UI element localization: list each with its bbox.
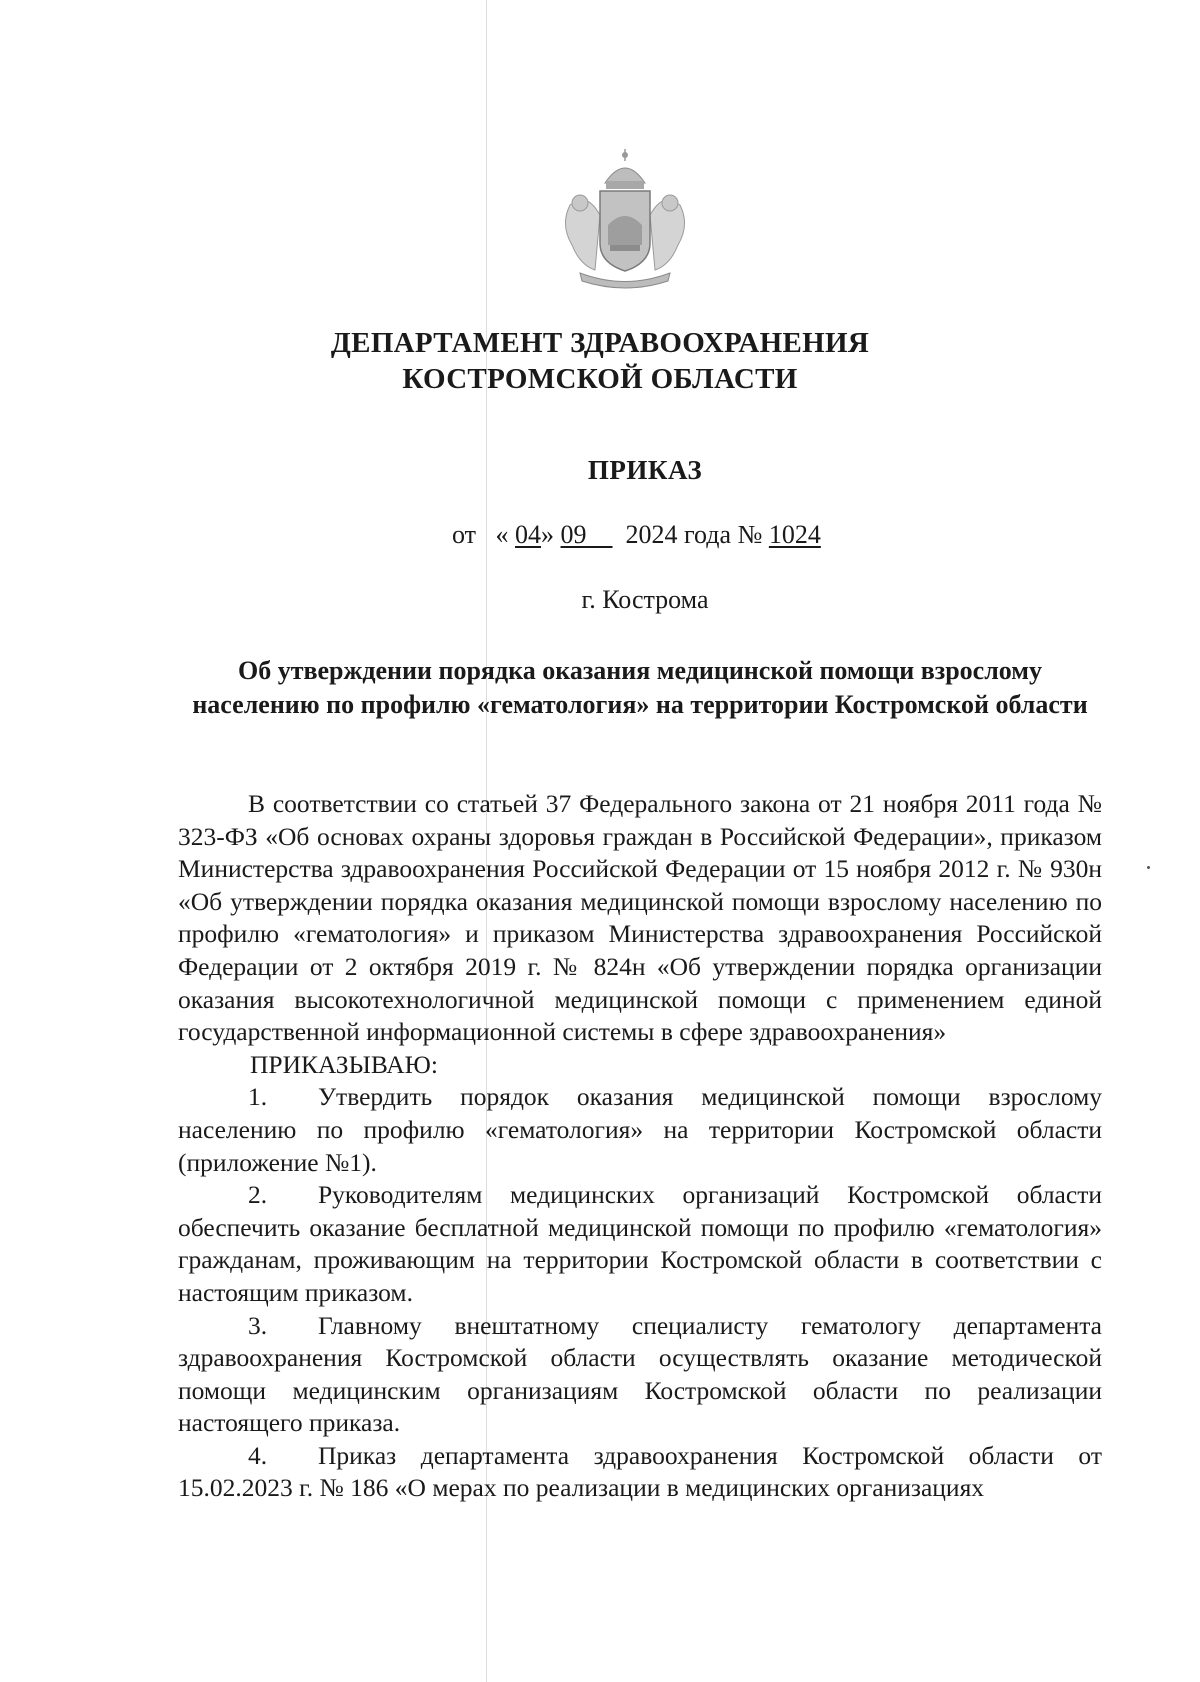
item-text: Утвердить порядок оказания медицинской помощи взрослому населению по профилю «гематология» на территории Костромской области (приложение №1). xyxy=(178,1082,1102,1177)
date-day: 04 xyxy=(515,520,542,549)
order-subject: Об утверждении порядка оказания медицинской помощи взрослому населению по профилю «гематология» на территории Костромской области xyxy=(192,656,1088,719)
list-item xyxy=(178,1440,1102,1505)
item-number: 2. xyxy=(248,1180,268,1210)
item-text: Главному внештатному специалисту гематологу департамента здравоохранения Костромской области осуществлять оказание методической помощи медицинским организациям Костромской области по реализации настоящего приказа. xyxy=(178,1310,1102,1438)
document-type: ПРИКАЗ xyxy=(587,455,703,485)
city: г. Кострома xyxy=(581,585,709,614)
item-number: 4. xyxy=(248,1440,268,1470)
order-number: 1024 xyxy=(768,520,821,549)
item-number: 3. xyxy=(248,1310,268,1340)
scan-speck xyxy=(1147,866,1150,869)
kostroma-coat-of-arms-icon xyxy=(550,145,700,295)
list-item xyxy=(178,1081,1102,1179)
list-item xyxy=(178,1310,1102,1440)
department-name-line-1: ДЕПАРТАМЕНТ ЗДРАВООХРАНЕНИЯ xyxy=(330,327,870,359)
order-word: ПРИКАЗЫВАЮ: xyxy=(250,1049,438,1079)
item-text: Приказ департамента здравоохранения Костромской области от 15.02.2023 г. № 186 «О мерах по реализации в медицинских организациях xyxy=(178,1440,1102,1503)
preamble: В соответствии со статьей 37 Федерального закона от 21 ноября 2011 года № 323-ФЗ «Об основах охраны здоровья граждан в Российской Федерации», приказом Министерства здравоохранения Российской Федерации от 15 ноября 2012 г. № 930н «Об утверждении порядка оказания медицинской помощи взрослому населению по профилю «гематология» и приказом Министерства здравоохранения Российской Федерации от 2 октября 2019 г. № 824н «Об утверждении порядка организации оказания высокотехнологичной медицинской помощи с применением единой государственной информационной системы в сфере здравоохранения» xyxy=(178,789,1102,1047)
item-number: 1. xyxy=(248,1082,268,1112)
date-year: 2024 года № xyxy=(625,520,763,549)
list-item xyxy=(178,1179,1102,1309)
order-body xyxy=(178,788,1102,1505)
order-date-line: от « 04» 09 2024 года № 1024 xyxy=(452,520,821,549)
department-name-line-2: КОСТРОМСКОЙ ОБЛАСТИ xyxy=(402,363,798,395)
date-prefix: от xyxy=(452,520,477,549)
date-month: 09 xyxy=(560,520,587,549)
item-text: Руководителям медицинских организаций Костромской области обеспечить оказание бесплатной медицинской помощи по профилю «гематология» гражданам, проживающим на территории Костромской области в соответствии с настоящим приказом. xyxy=(178,1180,1102,1307)
